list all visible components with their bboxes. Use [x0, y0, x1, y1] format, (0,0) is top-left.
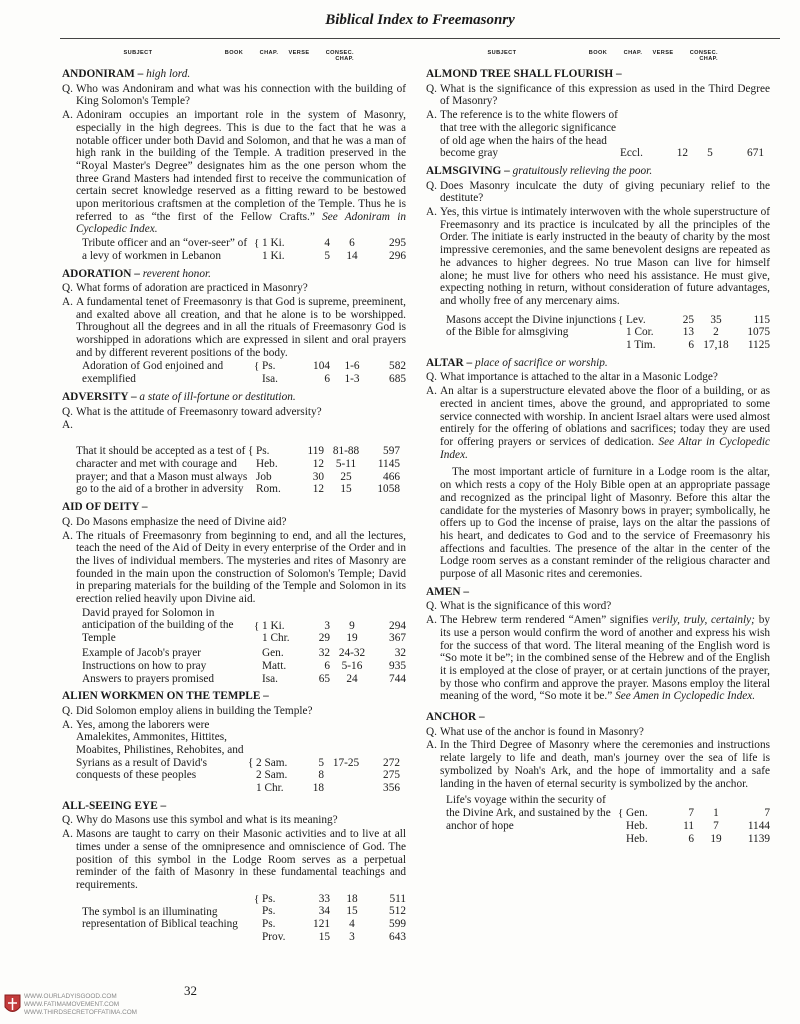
answer: The Hebrew term rendered “Amen” signifies verily, truly, certainly; by its use a person would confirm the word of another and express his wish for the success of that word. The literal meaning of the English word is “So mote it be”; in the combined sense of the Hebrew and of the English it is employed at the close of prayer, or at certain junctions of the prayer, by those who confirm and approve the prayer. Masons employ the literal meaning of the word, “So mote it be.” See Amen in Cyclopedic Index. [440, 614, 771, 703]
left-column [62, 50, 406, 948]
q-label: Q. [62, 704, 73, 717]
q-label: Q. [426, 600, 437, 613]
question: Does Masonry inculcate the duty of giving pecuniary relief to the destitute? [440, 179, 770, 205]
question: What forms of adoration are practiced in Masonry? [76, 282, 308, 295]
entry-term: ALIEN WORKMEN ON THE TEMPLE – [62, 690, 269, 703]
reference-row: 1 Ki. 4 6 295 [262, 237, 406, 250]
col-chap: CHAP. [623, 50, 643, 56]
question: Who was Andoniram and what was his connection with the building of King Solomon's Temple? [76, 82, 406, 108]
answer-with-references: A. Yes, among the laborers were Amalekites, Ammonites, Hittites, Moabites, Philistines, Rehobites, and Syrians as a result of David's conquests of these peoples { 2 Sam. 5 17-25 272 2 Sam. 8 275 1 Chr. 18 356 [62, 719, 406, 795]
reference-line: Example of Jacob's prayer Gen. 32 24-32 32 [82, 647, 406, 660]
entry-amen [426, 586, 770, 703]
answer-with-references: A. That it should be accepted as a test of character and met with courage and prayer; and that a Mason must always go to the aid of a brother in adversity { Ps. 119 81-88 597 Heb. 12 5-11 1145 Job 30 25 466 Rom. 12 15 1058 [62, 419, 406, 496]
entry-term: ADVERSITY – [62, 390, 137, 403]
reference-row: 1 Ki. 3 9 294 [262, 619, 406, 632]
reference-row: 2 Sam. 5 17-25 272 [256, 756, 400, 769]
col-subject: SUBJECT [487, 50, 517, 56]
entry-altar [426, 357, 770, 581]
reference-row: 1 Tim. 6 17,18 1125 [626, 339, 770, 352]
reference-row: 1 Chr. 29 19 367 [262, 632, 406, 645]
col-consec: CONSEC. CHAP. [325, 50, 354, 62]
entry-definition: gratuitously relieving the poor. [512, 164, 653, 177]
reference-row: Gen. 7 1 7 [626, 807, 770, 820]
entry-term: ALTAR – [426, 356, 473, 369]
reference-block: Adoration of God enjoined and exemplified { Ps. 104 1-6 582 Isa. 6 1-3 685 [82, 360, 406, 386]
entry-term: ADORATION – [62, 267, 140, 280]
reference-row: Prov. 15 3 643 [262, 930, 406, 943]
q-label: Q. [426, 82, 437, 95]
col-book: BOOK [588, 50, 608, 56]
q-label: Q. [62, 515, 73, 528]
page-title: Biblical Index to Freemasonry [325, 12, 515, 28]
reference-line: Answers to prayers promised Isa. 65 24 744 [82, 672, 406, 685]
reference-block: Life's voyage within the security of the Divine Ark, and sustained by the anchor of hope { Gen. 7 1 7 Heb. 11 7 1144 Heb. 6 19 1139 [446, 794, 770, 845]
entry-definition: high lord. [146, 68, 191, 80]
watermark-line[interactable]: WWW.FATIMAMOVEMENT.COM [24, 1001, 120, 1008]
a-label: A. [426, 385, 437, 398]
q-label: Q. [426, 179, 437, 192]
reference-row: Ps. 104 1-6 582 [262, 360, 406, 373]
col-subject: SUBJECT [123, 50, 153, 56]
entry-definition: a state of ill-fortune or destitution. [139, 390, 296, 403]
question: Do Masons emphasize the need of Divine aid? [76, 515, 287, 528]
a-label: A. [62, 295, 73, 308]
entry-almsgiving [426, 165, 770, 352]
q-label: Q. [62, 405, 73, 418]
answer: Yes, among the laborers were Amalekites, Ammonites, Hittites, Moabites, Philistines, Rehobites, and Syrians as a result of David's conquests of these peoples [76, 718, 244, 782]
reference-row: Heb. 11 7 1144 [626, 819, 770, 832]
reference-row: Heb. 6 19 1139 [626, 832, 770, 845]
question: What use of the anchor is found in Masonry? [440, 725, 644, 738]
reference-block: Tribute officer and an “over-seer” of a levy of workmen in Lebanon { 1 Ki. 4 6 295 1 Ki. 5 14 296 [82, 237, 406, 262]
entry-adversity [62, 391, 406, 496]
col-verse: VERSE [652, 50, 674, 56]
entry-term: ANCHOR – [426, 711, 485, 724]
entry-all-seeing-eye [62, 800, 406, 944]
answer: That it should be accepted as a test of character and met with courage and prayer; and that a Mason must always go to the aid of a brother in adversity [76, 445, 248, 496]
question: Did Solomon employ aliens in building the Temple? [76, 704, 313, 717]
a-label: A. [426, 739, 437, 752]
question: What is the significance of this expression as used in the Third Degree of Masonry? [440, 82, 770, 108]
a-label: A. [62, 828, 73, 841]
a-label: A. [62, 419, 73, 432]
reference-row: Ps. 34 15 512 [262, 905, 406, 918]
answer: The rituals of Freemasonry from beginning to end, and all the lectures, teach the need of the Aid of Deity in every enterprise of the Order and in the lives of individual members. The mysteries and rites of Masonry are founded in the main upon the construction of Solomon's Temple; David in preparing materials for the building of the Temple and Solomon in its erection relied heavily upon Divine aid. [76, 529, 406, 606]
answer: Yes, this virtue is intimately interwoven with the whole superstructure of Freemasonry and its practice is inculcated by all the principles of the Order. The initiate is early instructed in the beauty of charity by the most impressive ceremonies, and the same benevolent designs are repeated as he advances to higher degrees. No true Mason can live for himself alone; he must live for others who need his assistance. He must give, expecting nothing in return, without consideration of future advantages, and wholly free of any mercenary aims. [440, 206, 770, 307]
reference-block: The symbol is an illuminating representation of Biblical teaching { Ps. 33 18 511 Ps. 34 15 512 Ps. 121 4 599 Prov. 15 3 643 [82, 892, 406, 943]
reference-row: 2 Sam. 8 275 [256, 769, 400, 782]
a-label: A. [426, 206, 437, 219]
reference-row: Lev. 25 35 115 [626, 313, 770, 326]
shield-logo-icon [4, 993, 21, 1017]
entry-almond-tree [426, 68, 770, 160]
reference-row: Heb. 12 5-11 1145 [256, 457, 400, 470]
entry-definition: place of sacrifice or worship. [474, 356, 608, 369]
entry-term: ALMSGIVING – [426, 164, 510, 177]
a-label: A. [62, 109, 73, 122]
reference-row: Isa. 6 1-3 685 [262, 373, 406, 386]
entry-definition: reverent honor. [142, 267, 211, 280]
reference-block: David prayed for Solomon in anticipation of the building of the Temple { 1 Ki. 3 9 294 1 Chr. 29 19 367 [82, 606, 406, 645]
q-label: Q. [426, 725, 437, 738]
question: What is the significance of this word? [440, 600, 612, 613]
q-label: Q. [62, 82, 73, 95]
q-label: Q. [62, 282, 73, 295]
reference-line: Instructions on how to pray Matt. 6 5-16 935 [82, 659, 406, 672]
a-label: A. [426, 614, 437, 627]
answer: Adoniram occupies an important role in the system of Masonry, especially in the high degrees. This is due to the fact that he was a notable officer under both David and Solomon, and that he was a man of high rank in the building of the Temple. A tradition preserved in the “Royal Master's Degree” designates him as the one person whom the three Grand Masters had intended first to receive the communication of certain secret knowledge reserved as a fitting reward to be bestowed upon meritorious craftsmen at the completion of the Temple. Thus he is referred to as “the first of the Fellow Crafts.” See Adoniram in Cyclopedic Index. [76, 109, 406, 236]
reference-row: Ps. 119 81-88 597 [256, 445, 400, 458]
reference-row: 1 Cor. 13 2 1075 [626, 326, 770, 339]
page-number: 32 [184, 983, 197, 998]
entry-term: AMEN – [426, 585, 469, 598]
watermark-line[interactable]: WWW.THIRDSECRETOFFATIMA.COM [24, 1009, 138, 1016]
entry-term: ALMOND TREE SHALL FLOURISH – [426, 68, 622, 80]
entry-anchor [426, 711, 770, 845]
entry-aid-of-deity [62, 501, 406, 685]
question: Why do Masons use this symbol and what is its meaning? [76, 814, 338, 827]
answer: A fundamental tenet of Freemasonry is that God is supreme, preeminent, and exalted above all creation, and that he alone is to be worshipped. Throughout all the degrees and in all the rituals of Freemasonry God is worshipped in adorations which are expressed in silent and oral prayers and by different reverent positions of the body. [76, 295, 406, 359]
reference-row: Ps. 33 18 511 [262, 892, 406, 905]
reference-row: Ps. 121 4 599 [262, 918, 406, 931]
watermark [24, 993, 137, 1017]
q-label: Q. [426, 371, 437, 384]
column-headers [62, 50, 406, 62]
question: What importance is attached to the altar in a Masonic Lodge? [440, 371, 718, 384]
question: What is the attitude of Freemasonry toward adversity? [76, 405, 322, 418]
entry-term: AID OF DEITY – [62, 501, 148, 514]
entry-adoration [62, 268, 406, 386]
answer: Masons are taught to carry on their Masonic activities and to live at all times under a sense of the omnipresence and omniscience of God. The position of this symbol in the Lodge Room serves as a perpetual reminder of the faith of Masonry in these fundamental teachings and requirements. [76, 828, 406, 891]
a-label: A. [62, 718, 73, 731]
watermark-line[interactable]: WWW.OURLADYISGOOD.COM [24, 993, 117, 1000]
reference-row: Rom. 12 15 1058 [256, 483, 400, 496]
entry-term: ANDONIRAM – [62, 68, 144, 80]
reference-row: Eccl. 12 5 671 [620, 147, 764, 160]
entry-alien-workmen [62, 690, 406, 795]
answer-with-reference [426, 109, 770, 160]
a-label: A. [62, 529, 73, 542]
entry-andoniram [62, 68, 406, 263]
a-label: A. [426, 109, 437, 122]
header-rule [60, 38, 780, 39]
answer: An altar is a superstructure elevated above the floor of a building, or as erected in ancient times, above the ground, and appropriated to some service connected with worship. In ancient Israel altars were used almost entirely for the offering of oblations and sacrifices; today they are used for offering prayers or services of dedication. See Altar in Cyclopedic Index. [440, 385, 770, 461]
reference-row: Job 30 25 466 [256, 470, 400, 483]
paragraph: The most important article of furniture in a Lodge room is the altar, on which rests a copy of the Holy Bible open at an appropriate passage and recognized as the principal light of Masonry. Before this altar the candidate for the mysteries of Masonry bows in prayer; symbolically, he offers up to God the incense of praise, lays on the altar the passions of his heart, and dedicates to God and to the service of Freemasonry his affections and faculties. The presence of the altar in the center of the Lodge room serves as a constant reminder of the religious character and purpose of all Masonic rites and ceremonies. [440, 466, 770, 581]
reference-block: Masons accept the Divine injunctions of the Bible for almsgiving { Lev. 25 35 115 1 Cor. 13 2 1075 1 Tim. 6 17,18 1125 [446, 313, 770, 352]
answer: The reference is to the white flowers of that tree with the allegoric significance of old age when the hairs of the head become gray [440, 109, 618, 160]
right-column [426, 50, 770, 850]
reference-row: 1 Chr. 18 356 [256, 782, 400, 795]
reference-row: 1 Ki. 5 14 296 [262, 249, 406, 262]
entry-term: ALL-SEEING EYE – [62, 799, 167, 812]
col-book: BOOK [224, 50, 244, 56]
answer: In the Third Degree of Masonry where the ceremonies and instructions relate largely to life and death, man's journey over the sea of life is symbolized by Noah's Ark, and the hope of immortality and a safe landing in the haven of eternal security is symbolized by the anchor. [440, 739, 770, 790]
col-verse: VERSE [288, 50, 310, 56]
column-headers [426, 50, 770, 62]
col-chap: CHAP. [259, 50, 279, 56]
q-label: Q. [62, 814, 73, 827]
col-consec: CONSEC. CHAP. [689, 50, 718, 62]
